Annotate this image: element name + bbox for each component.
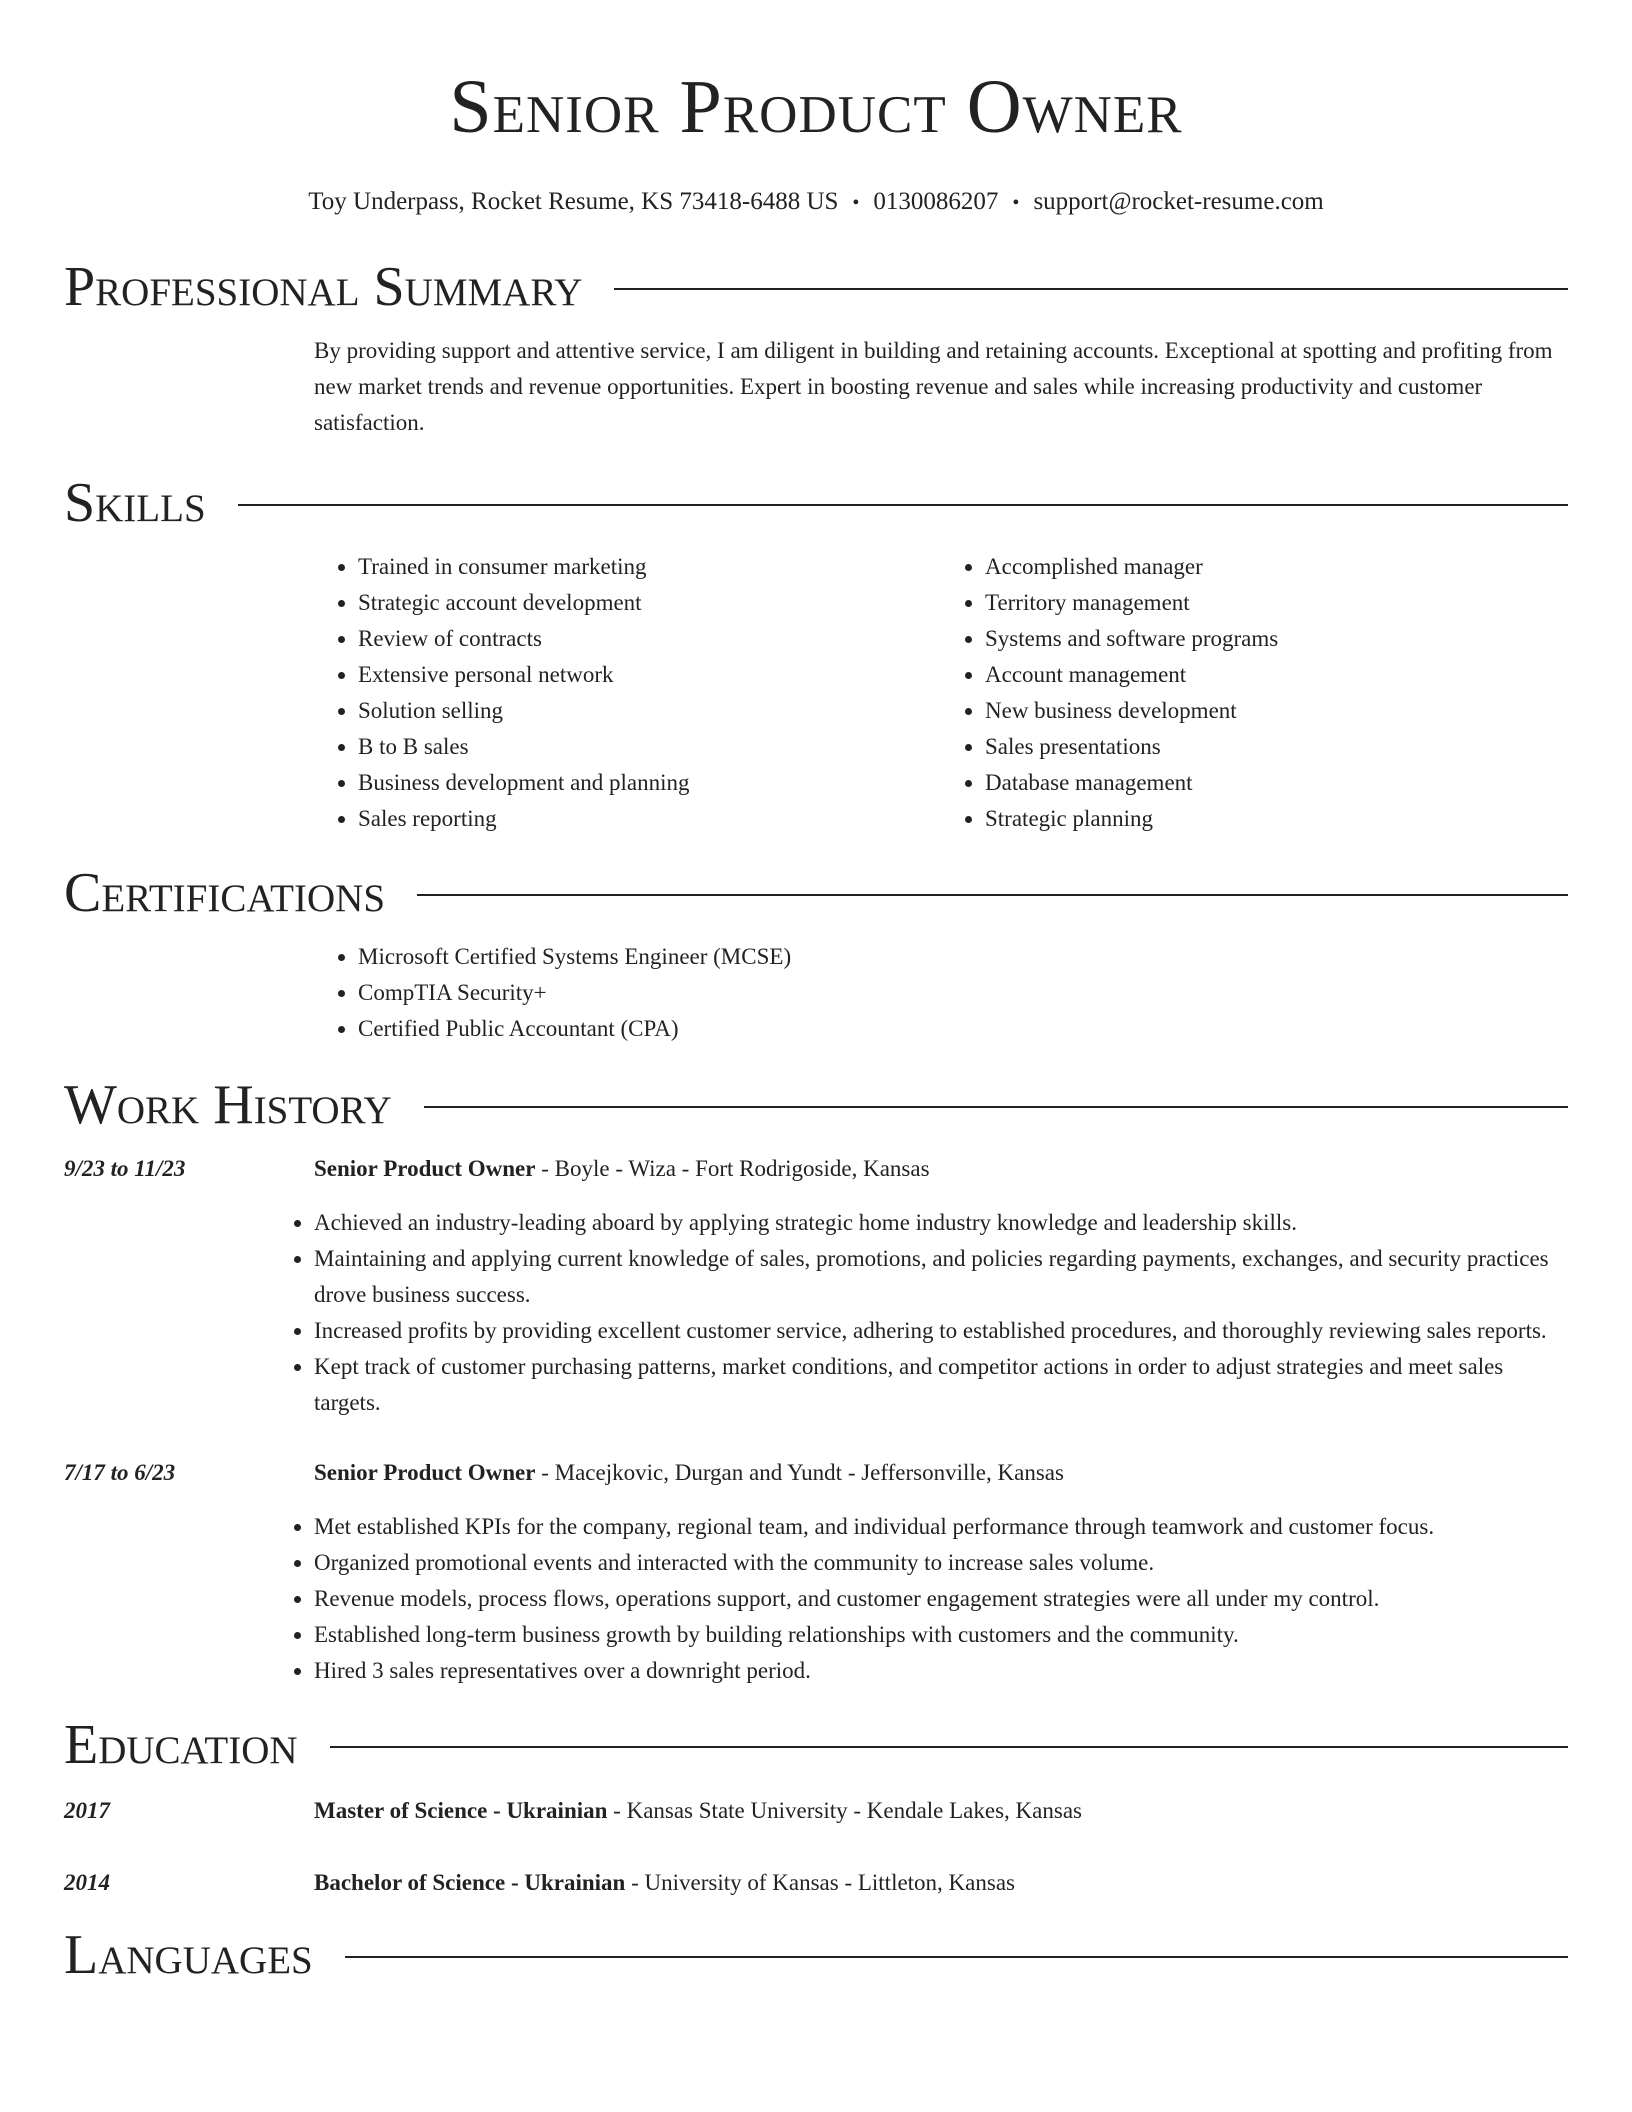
job-bullet: • Kept track of customer purchasing patterns, market conditions, and competitor actions in order to adjust strategies and meet sales targets. — [314, 1349, 1568, 1421]
skill-item: • Account management — [985, 657, 1568, 693]
job-employer: - Boyle - Wiza - Fort Rodrigoside, Kansas — [535, 1156, 930, 1181]
job-bullet: • Maintaining and applying current knowledge of sales, promotions, and policies regarding payments, exchanges, and security practices drove business success. — [314, 1241, 1568, 1313]
job-bullet: • Organized promotional events and interacted with the community to increase sales volume. — [314, 1545, 1568, 1581]
education-year: 2014 — [64, 1870, 110, 1895]
section-divider — [424, 1106, 1568, 1108]
education-entry — [64, 1793, 1568, 1829]
job-bullet: • Increased profits by providing excellent customer service, adhering to established procedures, and thoroughly reviewing sales reports. — [314, 1313, 1568, 1349]
section-divider — [238, 504, 1568, 506]
skills-list — [314, 549, 1568, 837]
education-degree: Bachelor of Science - Ukrainian — [314, 1870, 626, 1895]
job-dates: 9/23 to 11/23 — [64, 1156, 186, 1181]
education-degree: Master of Science - Ukrainian — [314, 1798, 608, 1823]
certification-item: • Microsoft Certified Systems Engineer (MCSE) — [358, 939, 1568, 975]
resume-name: Senior Product Owner — [449, 65, 1183, 149]
job-bullet: • Hired 3 sales representatives over a downright period. — [314, 1653, 1568, 1689]
job-bullet: • Met established KPIs for the company, regional team, and individual performance through teamwork and customer focus. — [314, 1509, 1568, 1545]
skill-item: • Sales reporting — [358, 801, 941, 837]
certifications-list — [314, 939, 1568, 1047]
section-divider — [345, 1956, 1568, 1958]
education-title: Education — [64, 1714, 298, 1776]
job-dates: 7/17 to 6/23 — [64, 1460, 176, 1485]
certifications-section-heading — [64, 861, 1568, 925]
contact-email: support@rocket-resume.com — [1033, 188, 1324, 215]
section-divider — [330, 1746, 1568, 1748]
certification-item: • Certified Public Accountant (CPA) — [358, 1011, 1568, 1047]
skill-item: • Trained in consumer marketing — [358, 549, 941, 585]
education-year: 2017 — [64, 1798, 110, 1823]
skill-item: • Database management — [985, 765, 1568, 801]
section-divider — [614, 288, 1568, 290]
job-bullet: • Revenue models, process flows, operations support, and customer engagement strategies were all under my control. — [314, 1581, 1568, 1617]
skill-item: • Systems and software programs — [985, 621, 1568, 657]
skills-column-right — [941, 549, 1568, 837]
skills-section-heading — [64, 471, 1568, 535]
contact-separator: • — [1012, 192, 1020, 214]
skill-item: • Review of contracts — [358, 621, 941, 657]
certification-item: • CompTIA Security+ — [358, 975, 1568, 1011]
job-entry — [64, 1151, 1568, 1421]
contact-line — [64, 186, 1568, 219]
education-heading — [314, 1865, 1568, 1901]
job-heading — [314, 1455, 1568, 1491]
job-bullet: • Established long-term business growth by building relationships with customers and the community. — [314, 1617, 1568, 1653]
languages-title: Languages — [64, 1924, 313, 1986]
skill-item: • Solution selling — [358, 693, 941, 729]
contact-address: Toy Underpass, Rocket Resume, KS 73418-6488 US — [308, 188, 839, 215]
contact-separator: • — [852, 192, 860, 214]
job-bullets — [270, 1205, 1568, 1421]
education-heading — [314, 1793, 1568, 1829]
skill-item: • Strategic planning — [985, 801, 1568, 837]
education-school: - Kansas State University - Kendale Lakes, Kansas — [607, 1798, 1082, 1823]
languages-section-heading — [64, 1923, 1568, 1987]
skill-item: • Strategic account development — [358, 585, 941, 621]
work-history-section-heading — [64, 1073, 1568, 1137]
skills-title: Skills — [64, 472, 206, 534]
resume-page — [64, 0, 1568, 1987]
education-section-heading — [64, 1713, 1568, 1777]
job-employer: - Macejkovic, Durgan and Yundt - Jeffersonville, Kansas — [535, 1460, 1064, 1485]
skill-item: • New business development — [985, 693, 1568, 729]
skill-item: • Sales presentations — [985, 729, 1568, 765]
skills-column-left — [314, 549, 941, 837]
summary-text: By providing support and attentive service, I am diligent in building and retaining accounts. Exceptional at spotting and profiting from new market trends and revenue opportunities. Expert in boosting revenue and sales while increasing productivity and customer satisfaction. — [314, 338, 1553, 435]
job-title: Senior Product Owner — [314, 1156, 536, 1181]
skill-item: • Territory management — [985, 585, 1568, 621]
job-heading — [314, 1151, 1568, 1187]
job-entry — [64, 1455, 1568, 1689]
job-bullet: • Achieved an industry-leading aboard by applying strategic home industry knowledge and leadership skills. — [314, 1205, 1568, 1241]
summary-title: Professional Summary — [64, 256, 583, 318]
summary-section-heading — [64, 255, 1568, 319]
contact-phone: 0130086207 — [873, 188, 999, 215]
education-entry — [64, 1865, 1568, 1901]
skill-item: • Accomplished manager — [985, 549, 1568, 585]
section-divider — [417, 894, 1568, 896]
certifications-title: Certifications — [64, 862, 386, 924]
job-title: Senior Product Owner — [314, 1460, 536, 1485]
skill-item: • Business development and planning — [358, 765, 941, 801]
skill-item: • B to B sales — [358, 729, 941, 765]
work-history-title: Work History — [64, 1074, 392, 1136]
skill-item: • Extensive personal network — [358, 657, 941, 693]
education-school: - University of Kansas - Littleton, Kansas — [625, 1870, 1015, 1895]
job-bullets — [270, 1509, 1568, 1689]
